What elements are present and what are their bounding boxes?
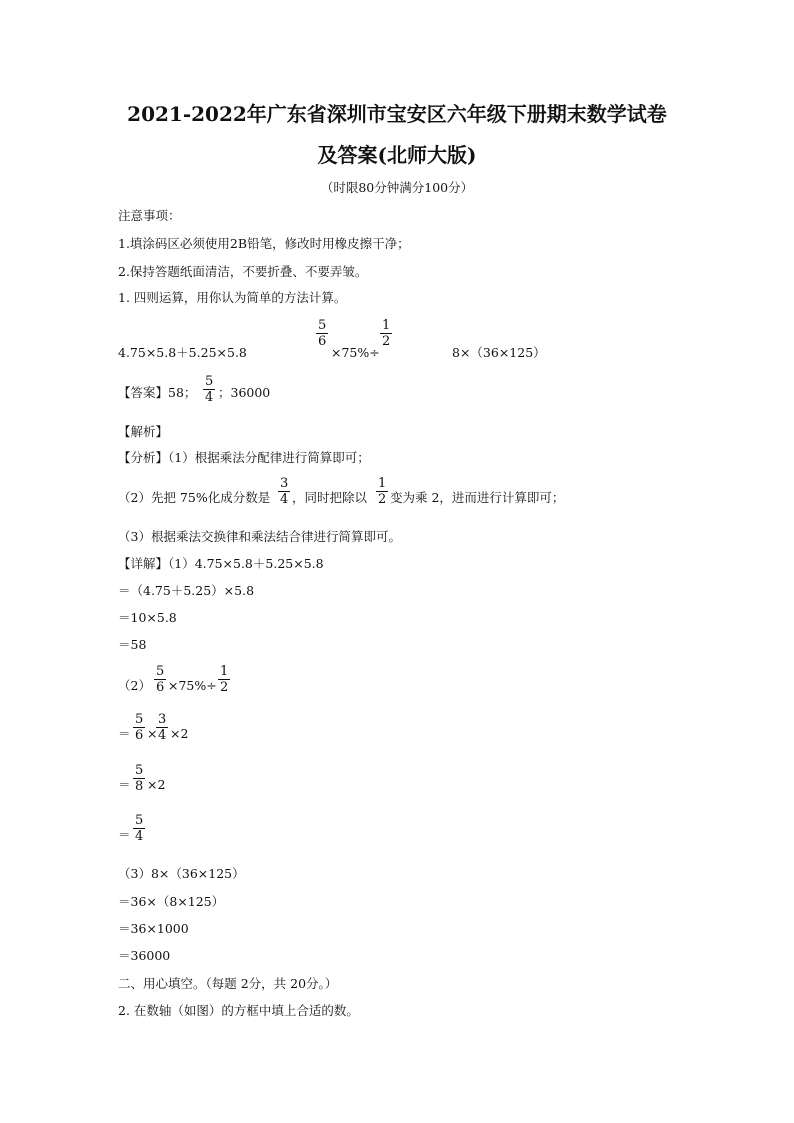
- step-3-2: ＝36×1000: [118, 921, 189, 936]
- step-1-3: ＝58: [118, 637, 147, 652]
- question-1-expr-3: 8×（36×125）: [452, 345, 546, 360]
- step-3-3: ＝36000: [118, 948, 171, 963]
- fraction: $\frac{5}{6}$: [318, 318, 327, 349]
- question-2-prompt: 2. 在数轴（如图）的方框中填上合适的数。: [118, 1003, 359, 1018]
- analysis-1: 【分析】（1）根据乘法分配律进行简算即可；: [118, 450, 370, 465]
- notice-heading: 注意事项：: [118, 208, 181, 223]
- time-limit: （时限80分钟满分100分）: [320, 180, 474, 195]
- fraction: $\frac{5}{8}$: [135, 763, 144, 794]
- notice-item-2: 2.保持答题纸面清洁，不要折叠、不要弄皱。: [118, 264, 368, 279]
- fraction: $\frac{3}{4}$: [280, 476, 289, 507]
- fraction: $\frac{1}{2}$: [382, 318, 391, 349]
- fraction: $\frac{5}{4}$: [205, 374, 214, 405]
- fraction: $\frac{3}{4}$: [158, 712, 167, 743]
- notice-item-1: 1.填涂码区必须使用2B铅笔，修改时用橡皮擦干净；: [118, 236, 410, 251]
- question-1-expr-1: 4.75×5.8＋5.25×5.8: [118, 345, 247, 360]
- detail-1: 【详解】（1）4.75×5.8＋5.25×5.8: [118, 556, 324, 571]
- step-1-2: ＝10×5.8: [118, 610, 177, 625]
- section-2-heading: 二、用心填空。（每题 2分，共 20分。）: [118, 976, 338, 991]
- fraction: $\frac{1}{2}$: [378, 476, 387, 507]
- fraction: $\frac{5}{4}$: [135, 813, 144, 844]
- step-3-1: ＝36×（8×125）: [118, 894, 225, 909]
- fraction: $\frac{1}{2}$: [220, 664, 229, 695]
- fraction: $\frac{5}{6}$: [156, 664, 165, 695]
- page-title: 2021-2022年广东省深圳市宝安区六年级下册期末数学试卷: [127, 102, 667, 126]
- analysis-3: （3）根据乘法交换律和乘法结合律进行简算即可。: [118, 529, 401, 544]
- fraction: $\frac{5}{6}$: [135, 712, 144, 743]
- detail-3: （3）8×（36×125）: [118, 866, 245, 881]
- page-title-line2: 及答案(北师大版): [317, 143, 477, 167]
- step-1-1: ＝（4.75＋5.25）×5.8: [118, 583, 255, 598]
- analysis-label: 【解析】: [118, 424, 169, 439]
- question-1-prompt: 1. 四则运算，用你认为简单的方法计算。: [118, 290, 347, 305]
